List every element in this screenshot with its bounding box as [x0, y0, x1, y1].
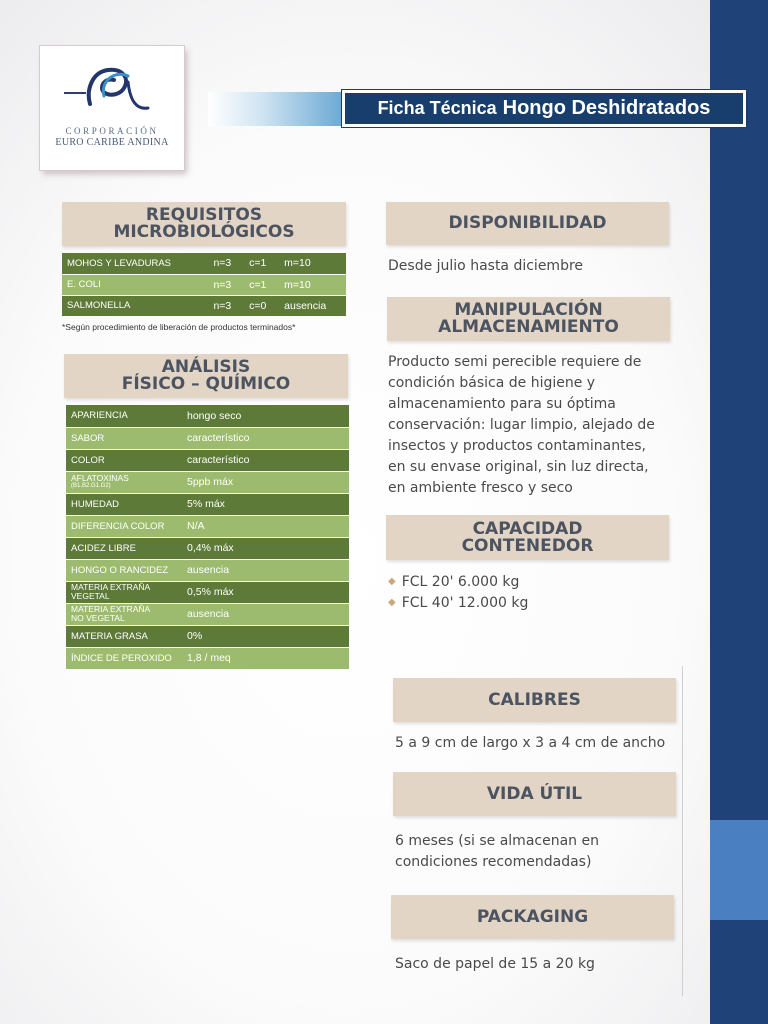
table-row — [62, 274, 346, 295]
table-row — [62, 253, 346, 274]
table-row — [66, 427, 349, 449]
manipulacion-heading-line1: MANIPULACIÓN — [454, 300, 603, 320]
micro-heading-line1: REQUISITOS — [145, 205, 263, 225]
table-row — [66, 405, 349, 427]
page-title-part1: Ficha Técnica — [377, 98, 497, 118]
disponibilidad-heading — [386, 202, 669, 245]
vida-util-heading-text: VIDA ÚTIL — [486, 783, 583, 804]
panel-divider — [682, 666, 683, 996]
table-row — [66, 559, 349, 581]
capacidad-item: FCL 20' 6.000 kg — [401, 573, 520, 590]
packaging-heading — [391, 895, 674, 939]
table-row — [66, 647, 349, 669]
fisico-label: ÍNDICE DE PEROXIDO — [66, 647, 182, 669]
diamond-bullet-icon: ◆ — [388, 576, 396, 587]
fisico-value: ausencia — [182, 603, 349, 625]
manipulacion-heading-line2: ALMACENAMIENTO — [438, 317, 619, 337]
table-row — [62, 295, 346, 316]
fisico-value: 0,4% máx — [182, 537, 349, 559]
table-row — [66, 625, 349, 647]
fisico-value: característico — [182, 449, 349, 471]
fisico-value: 0% — [182, 625, 349, 647]
fisico-label-main: AFLATOXINAS — [71, 473, 129, 483]
fisico-label-main: MATERIA EXTRAÑA — [71, 582, 151, 592]
capacidad-heading — [386, 515, 669, 560]
micro-n: n=3 — [208, 253, 244, 274]
vida-util-line: condiciones recomendadas) — [395, 854, 592, 870]
manipulacion-line: en su envase original, sin luz directa, — [388, 459, 649, 475]
micro-heading — [62, 202, 346, 246]
table-row — [66, 515, 349, 537]
packaging-text: Saco de papel de 15 a 20 kg — [395, 956, 595, 972]
table-row — [66, 471, 349, 493]
micro-label: MOHOS Y LEVADURAS — [62, 253, 208, 274]
table-row — [66, 537, 349, 559]
diamond-bullet-icon: ◆ — [388, 597, 396, 608]
fisico-label-sub: VEGETAL — [71, 591, 110, 601]
disponibilidad-heading-text: DISPONIBILIDAD — [448, 213, 607, 233]
right-decorative-accent — [710, 820, 768, 920]
fisico-value: característico — [182, 427, 349, 449]
page-title — [342, 90, 746, 127]
fisico-label: HONGO O RANCIDEZ — [66, 559, 182, 581]
table-row — [66, 493, 349, 515]
disponibilidad-text: Desde julio hasta diciembre — [388, 258, 584, 274]
fisico-value: 0,5% máx — [182, 581, 349, 603]
vida-util-text — [395, 831, 599, 873]
micro-label: SALMONELLA — [62, 295, 208, 316]
manipulacion-line: conservación: lugar limpio, alejado de — [388, 417, 655, 433]
micro-c: c=1 — [244, 253, 279, 274]
capacidad-heading-line2: CONTENEDOR — [461, 535, 594, 556]
fisico-label — [66, 581, 182, 603]
fisico-value: 1,8 / meq — [182, 647, 349, 669]
manipulacion-heading — [387, 297, 670, 341]
micro-c: c=1 — [244, 274, 279, 295]
micro-n: n=3 — [208, 295, 244, 316]
fisico-value: ausencia — [182, 559, 349, 581]
packaging-heading-text: PACKAGING — [476, 906, 589, 927]
fisico-heading — [64, 354, 348, 398]
fisico-value: N/A — [182, 515, 349, 537]
calibres-heading — [393, 678, 676, 722]
table-row — [66, 603, 349, 625]
page-title-part2: Hongo Deshidratados — [502, 97, 711, 119]
micro-m: ausencia — [279, 295, 346, 316]
fisico-label — [66, 603, 182, 625]
manipulacion-line: en ambiente fresco y seco — [388, 480, 573, 496]
fisico-label: HUMEDAD — [66, 493, 182, 515]
table-row — [66, 449, 349, 471]
capacidad-heading-line1: CAPACIDAD — [472, 518, 583, 539]
micro-footnote: *Según procedimiento de liberación de productos terminados* — [62, 322, 296, 332]
table-row — [66, 581, 349, 603]
capacidad-list — [388, 571, 528, 613]
fisico-heading-line2: FÍSICO – QUÍMICO — [121, 374, 291, 394]
fisico-label: MATERIA GRASA — [66, 625, 182, 647]
micro-m: m=10 — [279, 253, 346, 274]
micro-c: c=0 — [244, 295, 279, 316]
manipulacion-line: insectos y productos contaminantes, — [388, 438, 646, 454]
logo-text-company: EURO CARIBE ANDINA — [55, 137, 169, 148]
micro-n: n=3 — [208, 274, 244, 295]
fisico-label: SABOR — [66, 427, 182, 449]
fisico-label — [66, 471, 182, 493]
manipulacion-line: almacenamiento para su óptima — [388, 396, 616, 412]
fisico-label-main: MATERIA EXTRAÑA — [71, 604, 151, 614]
logo-text-corporacion: CORPORACIÓN — [65, 126, 159, 136]
micro-heading-line2: MICROBIOLÓGICOS — [113, 222, 295, 242]
list-item — [388, 571, 528, 592]
micro-table — [62, 253, 346, 317]
manipulacion-line: condición básica de higiene y — [388, 375, 596, 391]
fisico-label: COLOR — [66, 449, 182, 471]
list-item — [388, 592, 528, 613]
micro-label: E. COLI — [62, 274, 208, 295]
fisico-label: DIFERENCIA COLOR — [66, 515, 182, 537]
vida-util-heading — [393, 772, 676, 816]
fisico-label: ACIDEZ LIBRE — [66, 537, 182, 559]
fisico-table — [66, 405, 349, 670]
calibres-heading-text: CALIBRES — [488, 689, 581, 710]
manipulacion-line: Producto semi perecible requiere de — [388, 354, 642, 370]
vida-util-line: 6 meses (si se almacenan en — [395, 833, 599, 849]
fisico-value: 5ppb máx — [182, 471, 349, 493]
micro-m: m=10 — [279, 274, 346, 295]
fisico-heading-line1: ANÁLISIS — [161, 357, 251, 377]
fisico-label: APARIENCIA — [66, 405, 182, 427]
fisico-label-sub: (B1.B2.G1.G2) — [71, 483, 111, 489]
fisico-label-sub: NO VEGETAL — [71, 613, 125, 623]
fisico-value: 5% máx — [182, 493, 349, 515]
capacidad-item: FCL 40' 12.000 kg — [401, 594, 529, 611]
manipulacion-text — [388, 352, 655, 499]
logo-mark-icon — [56, 60, 166, 120]
fisico-value: hongo seco — [182, 405, 349, 427]
calibres-text: 5 a 9 cm de largo x 3 a 4 cm de ancho — [395, 735, 666, 751]
